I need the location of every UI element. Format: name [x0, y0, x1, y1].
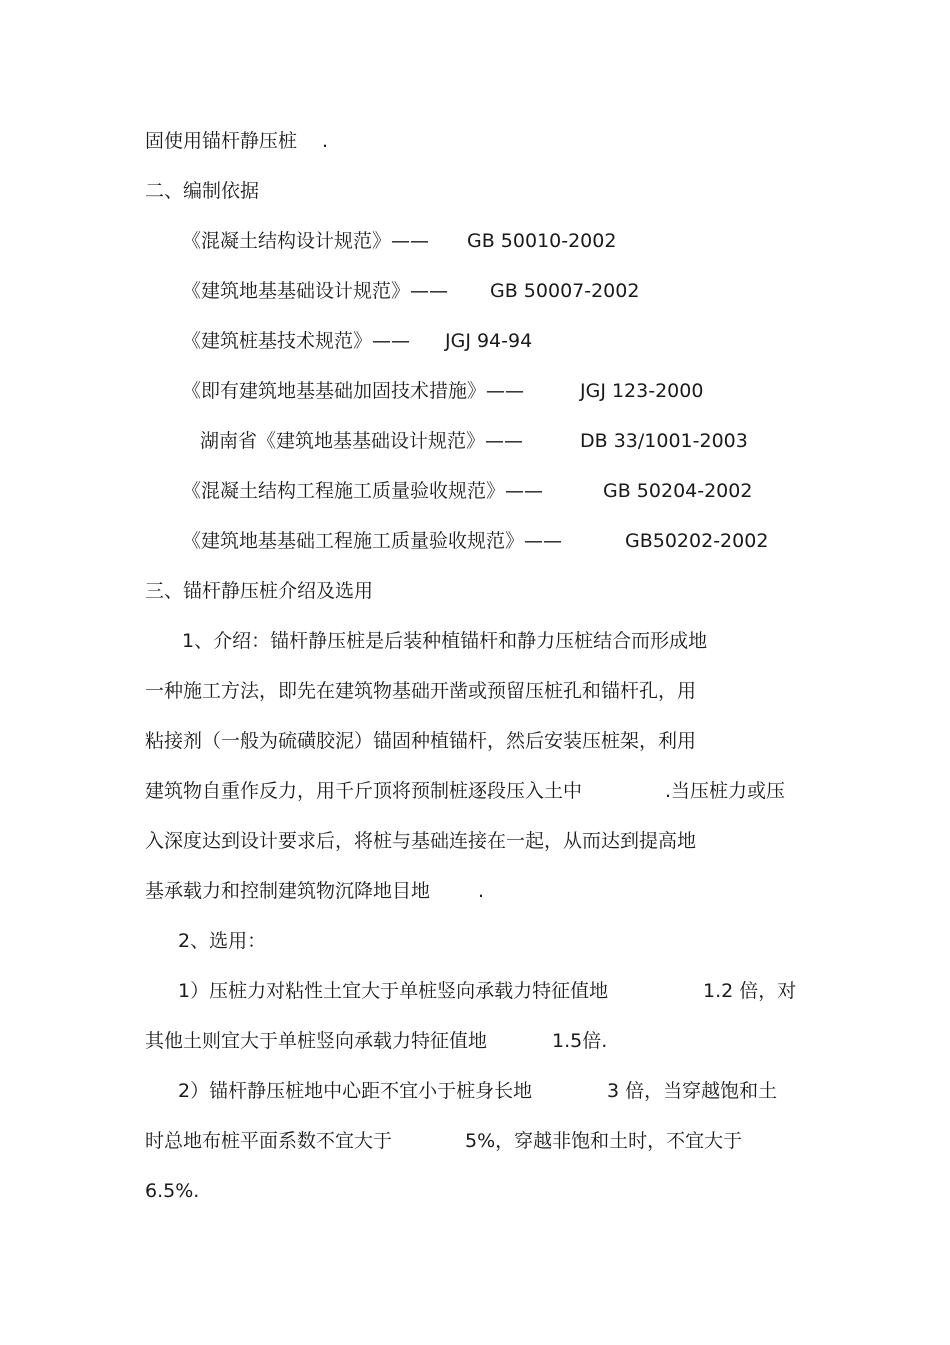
intro-text: . [478, 880, 485, 902]
standard-code: GB 50010-2002 [467, 230, 617, 252]
standard-name: 《混凝土结构工程施工质量验收规范》—— [182, 480, 544, 502]
intro-text: 入深度达到设计要求后，将桩与基础连接在一起，从而达到提高地 [145, 830, 697, 852]
section3-heading-line [0, 579, 374, 627]
section3-heading: 三、锚杆静压桩介绍及选用 [145, 580, 374, 602]
selection-item-line [0, 1179, 200, 1227]
intro-paragraph-line [0, 829, 697, 877]
selection-text: 时总地布桩平面系数不宜大于 [145, 1130, 393, 1152]
standard-code: JGJ 94-94 [445, 330, 533, 352]
section2-heading: 二、编制依据 [145, 180, 260, 202]
selection-text: 1.2 倍，对 [703, 980, 797, 1002]
standard-name: 湖南省《建筑地基基础设计规范》—— [200, 430, 524, 452]
selection-text: 6.5%. [145, 1180, 200, 1202]
intro-paragraph-line [0, 629, 708, 677]
intro-text: .当压桩力或压 [665, 780, 786, 802]
intro-text: 粘接剂（一般为硫磺胶泥）锚固种植锚杆，然后安装压桩架，利用 [145, 730, 697, 752]
standard-name: 《混凝土结构设计规范》—— [182, 230, 430, 252]
section2-heading-line [0, 179, 260, 227]
standard-code: GB 50204-2002 [603, 480, 753, 502]
selection-text: 1.5倍. [552, 1030, 608, 1052]
intro-text: 基承载力和控制建筑物沉降地目地 [145, 880, 431, 902]
selection-text: 1）压桩力对粘性土宜大于单桩竖向承载力特征值地 [178, 980, 609, 1002]
standard-code: DB 33/1001-2003 [580, 430, 748, 452]
selection-text: 2）锚杆静压桩地中心距不宜小于桩身长地 [178, 1080, 533, 1102]
selection-text: 3 倍，当穿越饱和土 [607, 1080, 778, 1102]
intro-text: 建筑物自重作反力，用千斤顶将预制桩逐段压入土中 [145, 780, 583, 802]
standard-name: 《建筑地基基础设计规范》—— [182, 280, 449, 302]
selection-text: 其他土则宜大于单桩竖向承载力特征值地 [145, 1030, 488, 1052]
selection-text: 5%，穿越非饱和土时，不宜大于 [465, 1130, 743, 1152]
standard-name: 《建筑桩基技术规范》—— [182, 330, 411, 352]
intro-text: 一种施工方法，即先在建筑物基础开凿或预留压桩孔和锚杆孔，用 [145, 680, 697, 702]
intro-paragraph-line [0, 679, 697, 727]
intro-tail-text: 固使用锚杆静压桩 [145, 130, 298, 152]
selection-heading: 2、选用： [178, 930, 267, 952]
intro-tail-period: . [322, 130, 329, 152]
standard-code: GB50202-2002 [625, 530, 769, 552]
standard-code: GB 50007-2002 [490, 280, 640, 302]
intro-paragraph-line [0, 729, 697, 777]
standard-name: 《建筑地基基础工程施工质量验收规范》—— [182, 530, 563, 552]
standard-code: JGJ 123-2000 [580, 380, 704, 402]
intro-text: 1、介绍：锚杆静压桩是后装种植锚杆和静力压桩结合而形成地 [182, 630, 708, 652]
selection-heading-line [0, 929, 267, 977]
standard-name: 《即有建筑地基基础加固技术措施》—— [182, 380, 525, 402]
